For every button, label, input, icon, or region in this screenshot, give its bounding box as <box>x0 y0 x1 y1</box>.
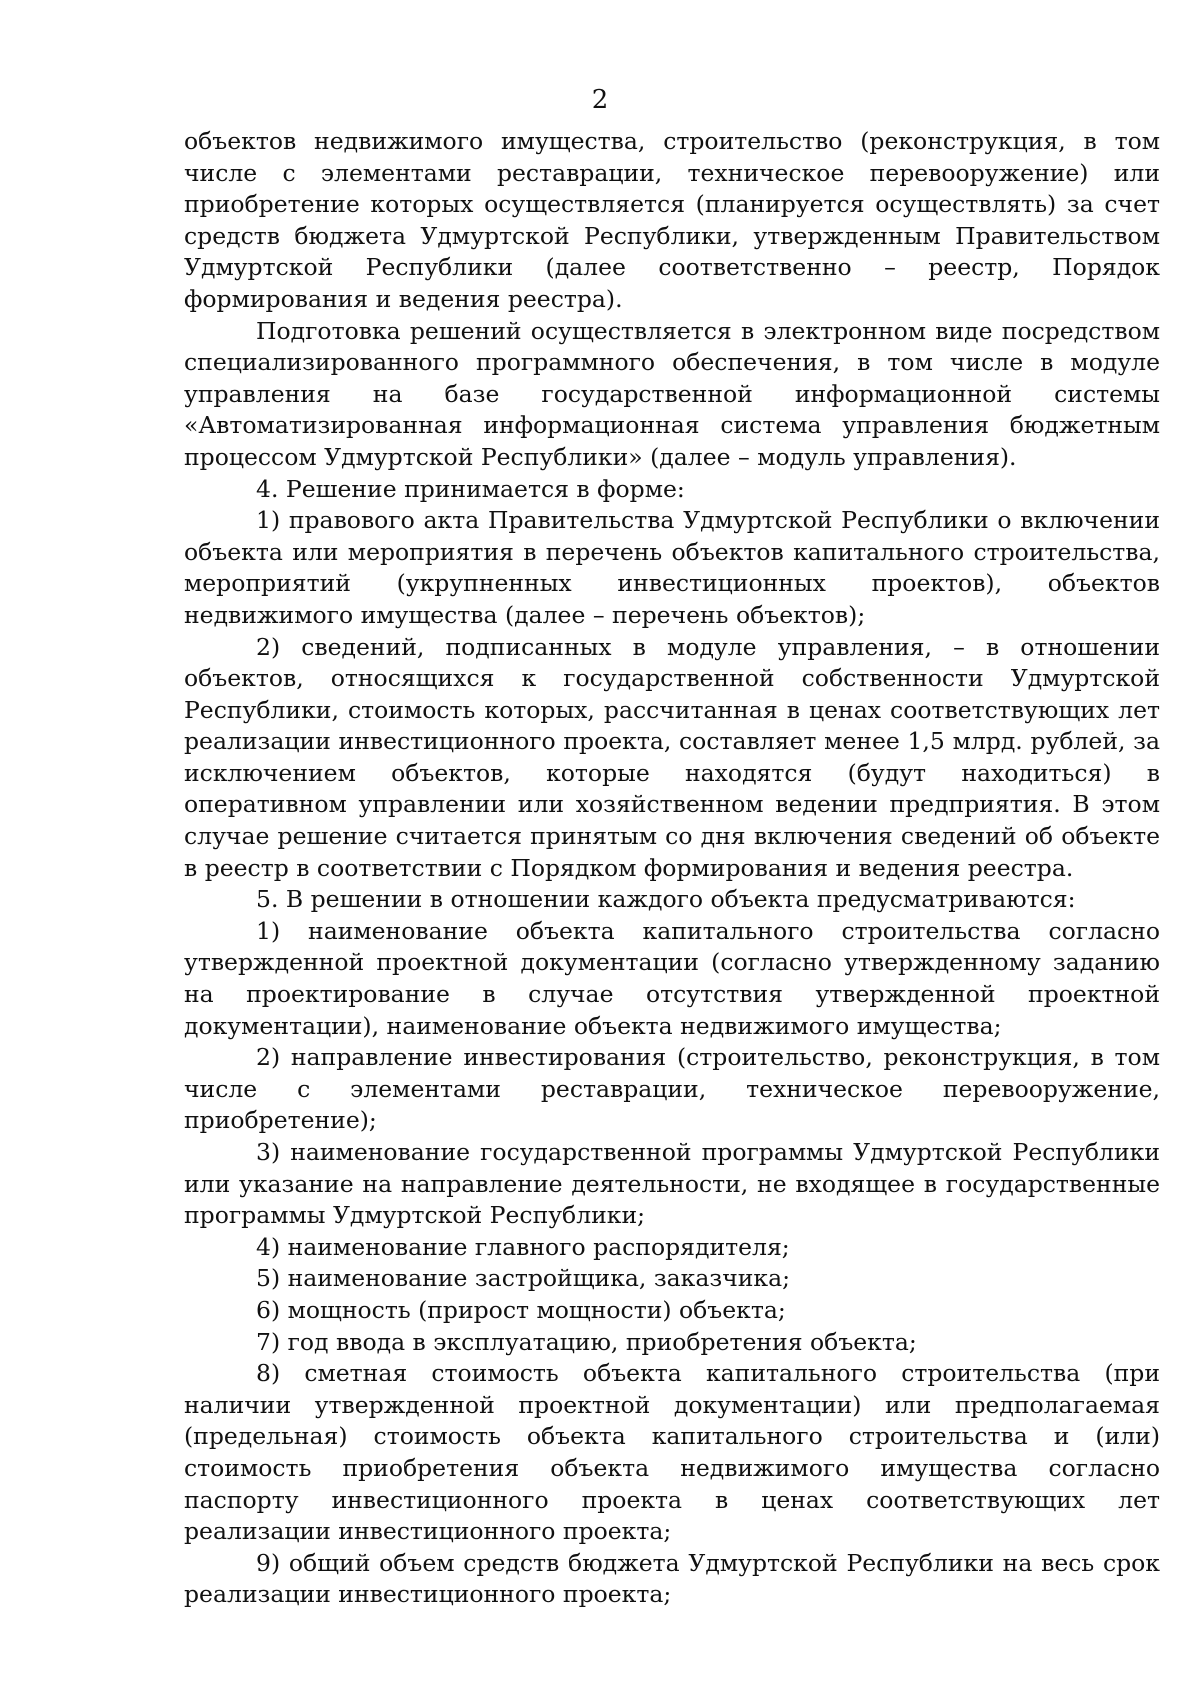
document-body <box>184 126 1160 1611</box>
paragraph: 4. Решение принимается в форме: <box>256 474 685 503</box>
paragraph: 5. В решении в отношении каждого объекта предусматриваются: <box>256 885 1076 914</box>
paragraph: 1) правового акта Правительства Удмуртской Республики о включении объекта или мероприятия в перечень объектов капитального строительства, мероприятий (укрупненных инвестиционных проектов), объектов недвижимого имущества (далее – перечень объектов); <box>184 506 1160 629</box>
paragraph: 2) направление инвестирования (строительство, реконструкция, в том числе с элементами реставрации, техническое перевооружение, приобретение); <box>184 1043 1160 1135</box>
paragraph: 5) наименование застройщика, заказчика; <box>256 1264 791 1293</box>
page-number: 2 <box>591 85 609 115</box>
paragraph: 6) мощность (прирост мощности) объекта; <box>256 1295 786 1324</box>
paragraph: 2) сведений, подписанных в модуле управления, – в отношении объектов, относящихся к государственной собственности Удмуртской Республики, стоимость которых, рассчитанная в ценах соответствующих лет реализации инвестиционного проекта, составляет менее 1,5 млрд. рублей, за исключением объектов, которые находятся (будут находиться) в оперативном управлении или хозяйственном ведении предприятия. В этом случае решение считается принятым со дня включения сведений об объекте в реестр в соответствии с Порядком формирования и ведения реестра. <box>184 632 1160 882</box>
paragraph: объектов недвижимого имущества, строительство (реконструкция, в том числе с элементами реставрации, техническое перевооружение) или приобретение которых осуществляется (планируется осуществлять) за счет средств бюджета Удмуртской Республики, утвержденным Правительством Удмуртской Республики (далее соответственно – реестр, Порядок формирования и ведения реестра). <box>184 127 1160 313</box>
paragraph: 7) год ввода в эксплуатацию, приобретения объекта; <box>256 1327 917 1356</box>
paragraph: Подготовка решений осуществляется в электронном виде посредством специализированного программного обеспечения, в том числе в модуле управления на базе государственной информационной системы «Автоматизированная информационная система управления бюджетным процессом Удмуртской Республики» (далее – модуль управления). <box>184 316 1160 471</box>
paragraph: 8) сметная стоимость объекта капитального строительства (при наличии утвержденной проектной документации) или предполагаемая (предельная) стоимость объекта капитального строительства и (или) стоимость приобретения объекта недвижимого имущества согласно паспорту инвестиционного проекта в ценах соответствующих лет реализации инвестиционного проекта; <box>184 1359 1160 1546</box>
paragraph: 3) наименование государственной программы Удмуртской Республики или указание на направление деятельности, не входящее в государственные программы Удмуртской Республики; <box>184 1138 1160 1230</box>
paragraph: 9) общий объем средств бюджета Удмуртской Республики на весь срок реализации инвестиционного проекта; <box>184 1548 1160 1609</box>
paragraph: 1) наименование объекта капитального строительства согласно утвержденной проектной документации (согласно утвержденному заданию на проектирование в случае отсутствия утвержденной проектной документации), наименование объекта недвижимого имущества; <box>184 916 1160 1040</box>
paragraph: 4) наименование главного распорядителя; <box>256 1232 790 1261</box>
